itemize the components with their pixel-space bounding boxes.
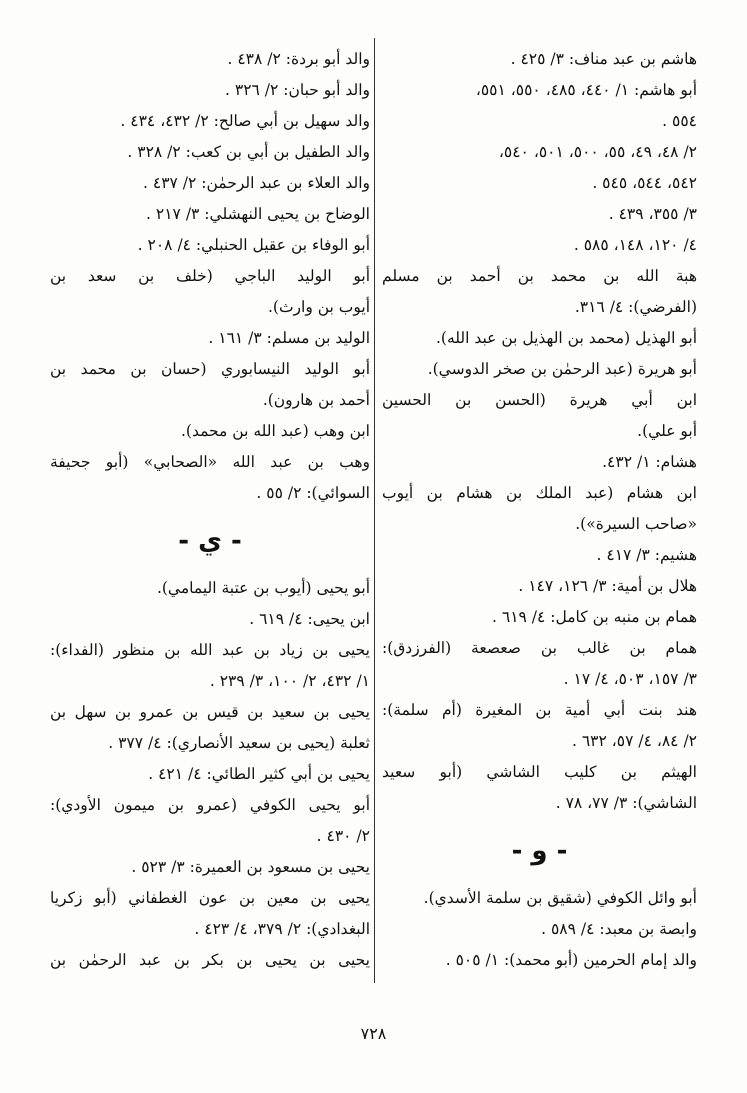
index-line: أبو هريرة (عبد الرحمٰن بن صخر الدوسي).: [427, 360, 697, 378]
page-number: ٧٢٨: [360, 1024, 387, 1043]
left-column: [50, 44, 370, 976]
index-line: (الفرضي): ٤/ ٣١٦.: [574, 298, 697, 316]
index-line: «صاحب السيرة»).: [575, 515, 697, 533]
index-line: أبو الوليد النيسابوري (حسان بن محمد بن: [50, 360, 370, 378]
index-line: أبو يحيى الكوفي (عمرو بن ميمون الأودي):: [50, 796, 370, 814]
index-line: يحيى بن زياد بن عبد الله بن منظور (الفداء):: [50, 641, 370, 659]
index-line: هشيم: ٣/ ٤١٧ .: [596, 546, 697, 564]
index-line: يحيى بن يحيى بن بكر بن عبد الرحمٰن بن: [50, 951, 370, 969]
index-line: أبو هاشم: ١/ ٤٤٠، ٤٨٥، ٥٥٠، ٥٥١،: [475, 81, 697, 99]
letter-heading: - ي -: [178, 526, 242, 556]
index-line: ٥٥٤ .: [662, 112, 697, 130]
index-line: ٥٤٢، ٥٤٤، ٥٤٥ .: [592, 174, 697, 192]
index-line: أبو الوفاء بن عقيل الحنبلي: ٤/ ٢٠٨ .: [137, 236, 370, 254]
index-line: ١/ ٤٣٢، ٢/ ١٠٠، ٣/ ٢٣٩ .: [209, 672, 370, 690]
index-line: ٤/ ١٢٠، ١٤٨، ٥٨٥ .: [573, 236, 697, 254]
index-line: السوائي): ٢/ ٥٥ .: [256, 484, 370, 502]
index-line: ٣/ ٣٥٥، ٤٣٩ .: [608, 205, 697, 223]
index-line: أبو الهذيل (محمد بن الهذيل بن عبد الله).: [435, 329, 697, 347]
index-line: والد أبو حبان: ٢/ ٣٢٦ .: [225, 81, 370, 99]
index-line: أيوب بن وارث).: [267, 298, 370, 316]
index-line: هشام: ١/ ٤٣٢.: [602, 453, 697, 471]
index-line: أبو الوليد الباجي (خلف بن سعد بن: [50, 267, 370, 285]
index-line: الشاشي): ٣/ ٧٧، ٧٨ .: [555, 794, 697, 812]
index-line: أبو وائل الكوفي (شقيق بن سلمة الأسدي).: [423, 889, 697, 907]
index-line: همام بن غالب بن صعصعة (الفرزدق):: [382, 639, 697, 657]
index-line: والد سهيل بن أبي صالح: ٢/ ٤٣٢، ٤٣٤ .: [120, 112, 370, 130]
index-line: أبو علي).: [637, 422, 697, 440]
index-line: هاشم بن عبد مناف: ٣/ ٤٢٥ .: [510, 50, 697, 68]
index-line: هبة الله بن محمد بن أحمد بن مسلم: [382, 267, 697, 285]
letter-heading: - و -: [511, 836, 568, 866]
index-line: ٢/ ٤٣٠ .: [316, 827, 370, 845]
index-line: يحيى بن مسعود بن العميرة: ٣/ ٥٢٣ .: [131, 858, 370, 876]
index-line: هند بنت أبي أمية بن المغيرة (أم سلمة):: [382, 701, 697, 719]
index-line: هلال بن أمية: ٣/ ١٢٦، ١٤٧ .: [518, 577, 697, 595]
index-line: أحمد بن هارون).: [262, 391, 370, 409]
index-line: همام بن منبه بن كامل: ٤/ ٦١٩ .: [492, 608, 697, 626]
index-line: والد الطفيل بن أبي بن كعب: ٢/ ٣٢٨ .: [127, 143, 370, 161]
index-line: ٣/ ١٥٧، ٥٠٣، ٤/ ١٧ .: [563, 670, 697, 688]
index-line: يحيى بن سعيد بن قيس بن عمرو بن سهل بن: [50, 703, 370, 721]
index-line: ابن وهب (عبد الله بن محمد).: [180, 422, 370, 440]
index-line: ثعلبة (يحيى بن سعيد الأنصاري): ٤/ ٣٧٧ .: [108, 734, 370, 752]
index-line: الوضاح بن يحيى النهشلي: ٣/ ٢١٧ .: [146, 205, 370, 223]
index-line: ٢/ ٤٨، ٤٩، ٥٥، ٥٠٠، ٥٠١، ٥٤٠،: [498, 143, 697, 161]
index-line: يحيى بن أبي كثير الطائي: ٤/ ٤٢١ .: [148, 765, 370, 783]
index-line: ابن يحيى: ٤/ ٦١٩ .: [249, 610, 370, 628]
index-line: ابن هشام (عبد الملك بن هشام بن أيوب: [382, 484, 697, 502]
index-line: أبو يحيى (أيوب بن عتبة اليمامي).: [156, 579, 370, 597]
right-column: [382, 44, 697, 976]
index-line: والد أبو بردة: ٢/ ٤٣٨ .: [227, 50, 370, 68]
index-line: وابصة بن معبد: ٤/ ٥٨٩ .: [541, 920, 697, 938]
index-line: ٢/ ٨٤، ٤/ ٥٧، ٦٣٢ .: [572, 732, 697, 750]
index-line: الهيثم بن كليب الشاشي (أبو سعيد: [382, 763, 697, 781]
index-line: والد العلاء بن عبد الرحمٰن: ٢/ ٤٣٧ .: [143, 174, 370, 192]
index-line: وهب بن عبد الله «الصحابي» (أبو جحيفة: [50, 453, 370, 471]
index-line: البغدادي): ٢/ ٣٧٩، ٤/ ٤٢٣ .: [194, 920, 370, 938]
index-line: ابن أبي هريرة (الحسن بن الحسين: [382, 391, 697, 409]
index-line: الوليد بن مسلم: ٣/ ١٦١ .: [208, 329, 370, 347]
column-divider: [374, 38, 375, 983]
index-line: والد إمام الحرمين (أبو محمد): ١/ ٥٠٥ .: [445, 951, 697, 969]
index-line: يحيى بن معين بن عون الغطفاني (أبو زكريا: [50, 889, 370, 907]
